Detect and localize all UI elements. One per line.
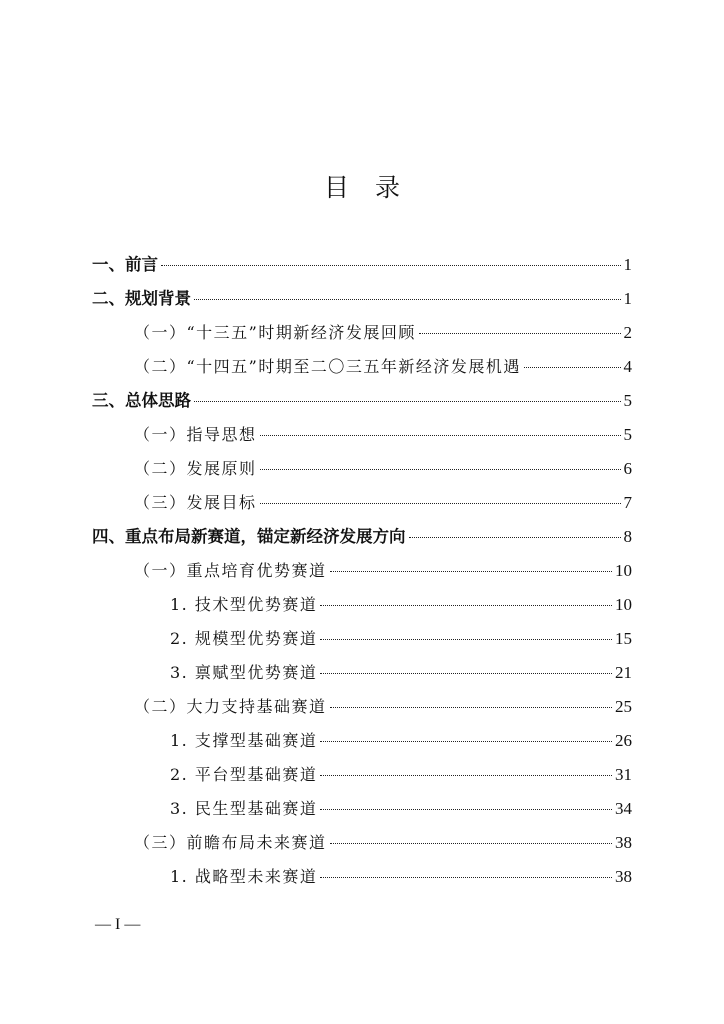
toc-entry[interactable]: [92, 622, 632, 656]
toc-leader-dots: [320, 673, 612, 674]
toc-entry[interactable]: [92, 792, 632, 826]
toc-leader-dots: [320, 809, 612, 810]
toc-entry-label: 二、规划背景: [92, 289, 191, 308]
toc-leader-dots: [320, 605, 612, 606]
toc-entry[interactable]: [92, 758, 632, 792]
toc-entry-label: 四、重点布局新赛道，锚定新经济发展方向: [92, 527, 406, 546]
toc-leader-dots: [330, 571, 612, 572]
toc-entry-page: 31: [615, 765, 632, 784]
toc-entry-page: 1: [623, 289, 632, 308]
toc-entry-page: 26: [615, 731, 632, 750]
table-of-contents: [92, 248, 632, 894]
toc-entry[interactable]: [92, 656, 632, 690]
toc-leader-dots: [409, 537, 621, 538]
toc-leader-dots: [320, 639, 612, 640]
toc-leader-dots: [419, 333, 621, 334]
toc-entry-label: 2. 平台型基础赛道: [170, 765, 318, 784]
toc-entry-page: 8: [623, 527, 632, 546]
toc-leader-dots: [524, 367, 621, 368]
toc-leader-dots: [161, 265, 621, 266]
toc-entry-label: 2. 规模型优势赛道: [170, 629, 318, 648]
toc-leader-dots: [260, 435, 621, 436]
toc-entry[interactable]: [92, 588, 632, 622]
toc-entry-page: 38: [615, 867, 632, 886]
toc-entry-label: （三）前瞻布局未来赛道: [134, 833, 327, 852]
toc-entry-page: 2: [623, 323, 632, 342]
toc-entry[interactable]: [92, 350, 632, 384]
toc-entry-page: 38: [615, 833, 632, 852]
toc-leader-dots: [194, 401, 621, 402]
toc-entry-page: 1: [623, 255, 632, 274]
toc-leader-dots: [320, 877, 612, 878]
toc-entry[interactable]: [92, 316, 632, 350]
toc-leader-dots: [260, 469, 621, 470]
toc-leader-dots: [194, 299, 621, 300]
toc-entry[interactable]: [92, 486, 632, 520]
toc-entry-page: 10: [615, 561, 632, 580]
toc-entry-label: 3. 民生型基础赛道: [170, 799, 318, 818]
toc-entry-label: 一、前言: [92, 255, 158, 274]
toc-entry-label: 1. 技术型优势赛道: [170, 595, 318, 614]
toc-entry-label: （三）发展目标: [134, 493, 257, 512]
toc-entry-label: （一）“十三五”时期新经济发展回顾: [134, 323, 416, 342]
toc-entry-page: 4: [623, 357, 632, 376]
toc-entry-page: 25: [615, 697, 632, 716]
toc-entry[interactable]: [92, 690, 632, 724]
toc-entry[interactable]: [92, 860, 632, 894]
toc-entry-label: （二）大力支持基础赛道: [134, 697, 327, 716]
toc-entry[interactable]: [92, 520, 632, 554]
toc-entry[interactable]: [92, 248, 632, 282]
toc-leader-dots: [330, 843, 612, 844]
toc-entry-label: （二）“十四五”时期至二〇三五年新经济发展机遇: [134, 357, 521, 376]
toc-entry-page: 5: [623, 425, 632, 444]
toc-entry-label: 1. 支撑型基础赛道: [170, 731, 318, 750]
toc-entry-label: 3. 禀赋型优势赛道: [170, 663, 318, 682]
toc-entry-label: （二）发展原则: [134, 459, 257, 478]
toc-entry-page: 21: [615, 663, 632, 682]
toc-entry-page: 15: [615, 629, 632, 648]
page-number-footer: — I —: [95, 916, 141, 933]
toc-entry-label: （一）重点培育优势赛道: [134, 561, 327, 580]
toc-entry[interactable]: [92, 554, 632, 588]
toc-entry-page: 34: [615, 799, 632, 818]
toc-entry[interactable]: [92, 724, 632, 758]
toc-entry-page: 6: [623, 459, 632, 478]
toc-leader-dots: [260, 503, 621, 504]
toc-entry[interactable]: [92, 826, 632, 860]
toc-entry-page: 5: [623, 391, 632, 410]
toc-entry[interactable]: [92, 384, 632, 418]
toc-entry[interactable]: [92, 282, 632, 316]
toc-entry[interactable]: [92, 452, 632, 486]
toc-entry[interactable]: [92, 418, 632, 452]
toc-entry-label: （一）指导思想: [134, 425, 257, 444]
toc-leader-dots: [320, 775, 612, 776]
toc-entry-page: 7: [623, 493, 632, 512]
toc-leader-dots: [320, 741, 612, 742]
page-title: 目录: [323, 173, 426, 202]
toc-entry-label: 三、总体思路: [92, 391, 191, 410]
toc-entry-label: 1. 战略型未来赛道: [170, 867, 318, 886]
toc-entry-page: 10: [615, 595, 632, 614]
toc-leader-dots: [330, 707, 612, 708]
